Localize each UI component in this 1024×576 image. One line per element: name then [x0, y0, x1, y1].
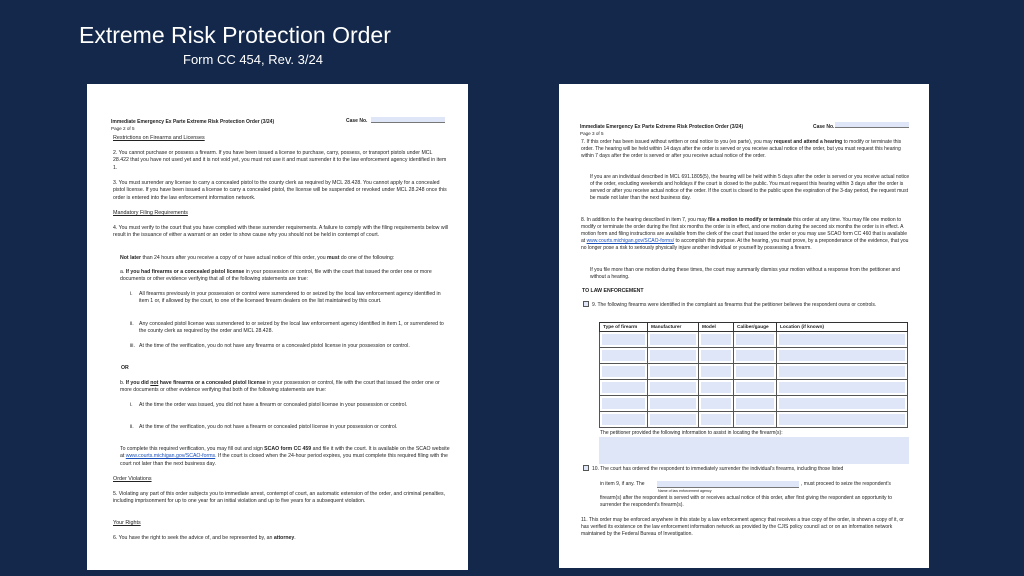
form-page-3 [559, 84, 929, 568]
firearms-table [599, 322, 908, 428]
table-cell-input[interactable] [701, 382, 731, 393]
item-4b-ii: At the time of the verification, you do not have a firearm or concealed pistol license in your possession or control. [139, 424, 398, 430]
item-4b-i: At the time the order was issued, you did not have a firearm or concealed pistol license in your possession or control. [139, 402, 408, 408]
table-cell-input[interactable] [602, 366, 645, 377]
column-header: Caliber/gauge [734, 323, 777, 332]
item-11: 11. This order may be enforced anywhere in this state by a law enforcement agency that receives a true copy of the order, is shown a copy of it, or has verified its existence on the law enforcement information network as provided by the CJIS policy council act or on an information network maintained by the Federal Bureau of Investigation. [581, 517, 904, 537]
table-cell-input[interactable] [736, 334, 774, 345]
table-cell-input[interactable] [650, 334, 696, 345]
table-cell-input[interactable] [779, 334, 905, 345]
section-filing: Mandatory Filing Requirements [113, 210, 188, 216]
page-header: Immediate Emergency Ex Parte Extreme Risk Protection Order (3/24) [580, 124, 744, 130]
table-cell-input[interactable] [736, 414, 774, 425]
item-4a-iii: At the time of the verification, you do not have any firearms or a concealed pistol license in your possession or control. [139, 343, 410, 349]
table-cell-input[interactable] [650, 382, 696, 393]
item-9: 9. The following firearms were identified in the complaint as firearms that the petitioner believes the respondent owns or controls. [583, 301, 913, 309]
item-3: 3. You must surrender any license to carry a concealed pistol to the county clerk as required by MCL 28.428. You cannot apply for a concealed pistol license. If you have been issued a license to carry a concealed pistol, the license will be suspended or revoked under MCL 28.248 once this order is entered into the law enforcement information network. [113, 180, 447, 201]
table-row [600, 396, 908, 412]
page-number: Page 2 of 5 [111, 126, 135, 131]
roman-i: i. [130, 291, 133, 297]
case-number-label: Case No. [813, 124, 835, 130]
slide-title: Extreme Risk Protection Order [79, 22, 391, 48]
item-9-checkbox[interactable] [583, 301, 589, 307]
table-cell-input[interactable] [602, 350, 645, 361]
table-row [600, 380, 908, 396]
case-number-field[interactable] [371, 117, 445, 123]
agency-name-caption: Name of law enforcement agency [658, 489, 712, 493]
table-row [600, 348, 908, 364]
item-4b: b. If you did not have firearms or a concealed pistol license in your possession or control, file with the court that issued the order one or more documents or other evidence verifying that both of the following statements are true: [120, 380, 440, 394]
table-cell-input[interactable] [701, 334, 731, 345]
table-row [600, 412, 908, 428]
table-cell-input[interactable] [779, 366, 905, 377]
item-4: 4. You must verify to the court that you have complied with these surrender requirements. A failure to comply with the filing requirements below will result in the issuance of either a warrant or an order to show cause why you should not be held in contempt of court. [113, 225, 449, 239]
slide-subtitle: Form CC 454, Rev. 3/24 [183, 52, 323, 67]
section-restrictions: Restrictions on Firearms and Licenses [113, 135, 205, 141]
table-header-row [600, 323, 908, 332]
item-4a: a. If you had firearms or a concealed pistol license in your possession or control, file with the court that issued the order one or more documents or other evidence verifying that all of the following statements are true: [120, 269, 432, 283]
roman-b-ii: ii. [130, 424, 134, 430]
table-cell-input[interactable] [650, 366, 696, 377]
column-header: Model [699, 323, 734, 332]
table-cell-input[interactable] [650, 398, 696, 409]
case-number-label: Case No. [346, 118, 368, 124]
table-cell-input[interactable] [736, 382, 774, 393]
table-cell-input[interactable] [701, 398, 731, 409]
table-cell-input[interactable] [602, 414, 645, 425]
table-cell-input[interactable] [701, 366, 731, 377]
scao-forms-link[interactable]: www.courts.michigan.gov/SCAO-forms [125, 453, 216, 460]
item-7-extra: If you are an individual described in MCL 691.1805(5), the hearing will be held within 5 days after the order is served or you receive actual notice of the order, excluding weekends and holidays if the court is closed to the public. You must request this hearing within 3 days after the order is served or after you receive actual notice of the order. If the court is closed to the public upon the expiration of the 3-day period, the request must be made not later than the next business day. [590, 174, 910, 201]
roman-b-i: i. [130, 402, 133, 408]
item-10-line2-end: , must proceed to seize the respondent's [801, 481, 891, 487]
case-number-field[interactable] [835, 122, 909, 128]
item-8-extra: If you file more than one motion during these times, the court may summarily dismiss your motion without a response from the petitioner and without a hearing. [590, 267, 900, 280]
table-cell-input[interactable] [736, 398, 774, 409]
item-4a-i: All firearms previously in your possession or control were surrendered to or seized by the local law enforcement agency identified in item 1 or, if allowed by the court, to one of the licensed firearm dealers on the list maintained by this court. [139, 291, 441, 305]
item-2: 2. You cannot purchase or possess a firearm. If you have been issued a license to purchase, carry, possess, or transport pistols under MCL 28.422 that you have not used yet and it is not void yet, you must not use it and must surrender it to the law enforcement agency identified in item 1. [113, 150, 447, 171]
item-7: 7. If this order has been issued without written or oral notice to you (ex parte), you may request and attend a hearing to modify or terminate this order. The hearing will be held within 14 days after the order is served or you receive actual notice of the order, but you must request this hearing within 7 days after the order is served or after you receive actual notice of the order. [581, 139, 902, 159]
table-row [600, 332, 908, 348]
column-header: Location (if known) [777, 323, 908, 332]
item-6: 6. You have the right to seek the advice of, and be represented by, an attorney. [113, 535, 296, 541]
table-cell-input[interactable] [701, 350, 731, 361]
item-5: 5. Violating any part of this order subjects you to immediate arrest, contempt of court, an automatic extension of the order, and criminal penalties, including imprisonment for up to one year for an initial violation and up to five years for a subsequent violation. [113, 491, 446, 505]
section-rights: Your Rights [113, 520, 141, 526]
roman-ii: ii. [130, 321, 134, 327]
scao-forms-link[interactable]: www.courts.michigan.gov/SCAO-forms/ [586, 238, 675, 244]
petitioner-info-field[interactable] [599, 437, 909, 464]
table-cell-input[interactable] [602, 398, 645, 409]
item-4-intro: Not later than 24 hours after you receive a copy of or have actual notice of this order, you must do one of the following: [120, 255, 395, 261]
item-10: 10. The court has ordered the respondent to immediately surrender the individual's firearms, including those listed [583, 465, 913, 473]
column-header: Type of firearm [600, 323, 648, 332]
table-cell-input[interactable] [602, 334, 645, 345]
table-cell-input[interactable] [779, 398, 905, 409]
page-header: Immediate Emergency Ex Parte Extreme Risk Protection Order (3/24) [111, 119, 275, 125]
column-header: Manufacturer [648, 323, 699, 332]
agency-name-field[interactable] [657, 481, 799, 488]
table-cell-input[interactable] [779, 414, 905, 425]
table-cell-input[interactable] [650, 414, 696, 425]
verification-instructions: To complete this required verification, you may fill out and sign SCAO form CC 459 and file it with the court. It is available on the SCAO website at www.courts.michigan.gov/SCAO-forms. If the court is closed when the 24-hour period expires, you must complete this required filing with the court not later than the next business day. [120, 446, 450, 467]
item-10-checkbox[interactable] [583, 465, 589, 471]
item-10-continued: firearm(s) after the respondent is served with or receives actual notice of this order, after first giving the respondent an opportunity to surrender the respondent's firearm(s). [600, 495, 893, 508]
item-4a-ii: Any concealed pistol license was surrendered to or seized by the local law enforcement agency identified in item 1, or surrendered to the county clerk as required by the order and MCL 28.428. [139, 321, 444, 335]
petitioner-info-label: The petitioner provided the following information to assist in locating the firearm(s): [600, 430, 783, 436]
roman-iii: iii. [130, 343, 135, 349]
section-law-enforcement: TO LAW ENFORCEMENT [582, 288, 644, 294]
item-10-line2-start: in item 9, if any. The [600, 481, 645, 487]
page-number: Page 3 of 5 [580, 131, 604, 136]
table-cell-input[interactable] [736, 350, 774, 361]
table-row [600, 364, 908, 380]
table-cell-input[interactable] [779, 382, 905, 393]
table-cell-input[interactable] [736, 366, 774, 377]
or-label: OR [121, 365, 129, 371]
table-cell-input[interactable] [701, 414, 731, 425]
table-cell-input[interactable] [779, 350, 905, 361]
section-violations: Order Violations [113, 476, 152, 482]
form-page-2 [87, 84, 468, 570]
table-cell-input[interactable] [650, 350, 696, 361]
table-cell-input[interactable] [602, 382, 645, 393]
item-8: 8. In addition to the hearing described in item 7, you may file a motion to modify or terminate this order at any time. You may file one motion to modify or terminate the order during the first six months the order is in effect, and one motion during the second six months the order is in effect. A motion form and filing instructions are available from the clerk of the court that issued the order or you may use SCAO form CC 460 that is available at www.courts.michigan.gov/SCAO-forms/ to accomplish this purpose. At the hearing, you must prove, by a preponderance of the evidence, that you no longer pose a risk to seriously physically injure another individual or yourself by possessing a firearm. [581, 217, 909, 251]
